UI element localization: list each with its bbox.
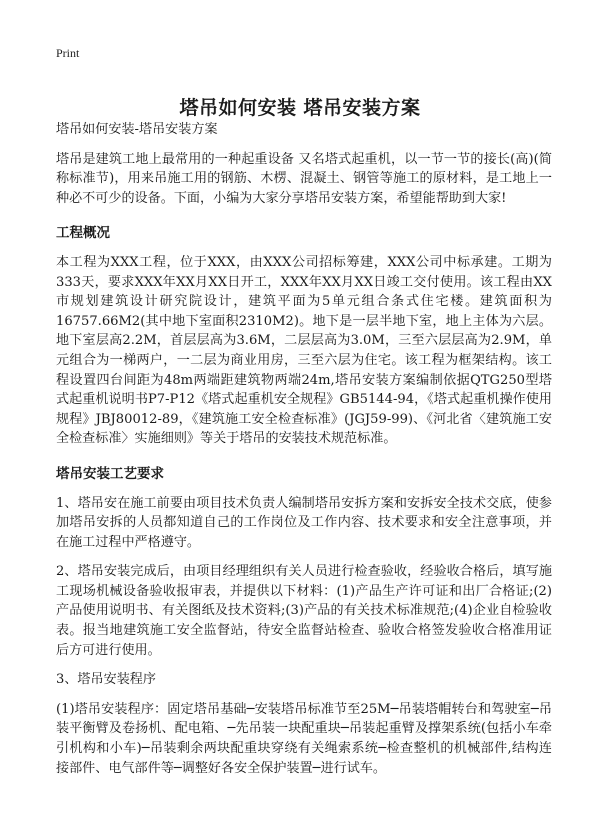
intro-paragraph: 塔吊是建筑工地上最常用的一种起重设备 又名塔式起重机，以一节一节的接长(高)(简称标准节)，用来吊施工用的钢筋、木楞、混凝土、钢管等施工的原材料，是工地上一种必不可少的设备。下面，小编为大家分享塔吊安装方案，希望能帮助到大家! [56,151,552,206]
section-heading-requirements: 塔吊安装工艺要求 [56,465,164,482]
section-heading-overview: 工程概况 [56,225,110,242]
overview-paragraph: 本工程为XXX工程，位于XXX，由XXX公司招标筹建，XXX公司中标承建。工期为333天，要求XXX年XX月XX日开工，XXX年XX月XX日竣工交付使用。该工程由XX市规划建筑设计研究院设计，建筑平面为5单元组合条式住宅楼。建筑面积为16757.66M2(其中地下室面积2310M2)。地下是一层半地下室，地上主体为六层。地下室层高2.2M，首层层高为3.6M，二层层高为3.0M，三至六层层高为2.9M，单元组合为一梯两户，一二层为商业用房，三至六层为住宅。该工程为框架结构。该工程设置四台间距为48m两端距建筑物两端24m,塔吊安装方案编制依据QTG250型塔式起重机说明书P7-P12《塔式起重机安全规程》GB5144-94，《塔式起重机操作使用规程》JBJ80012-89，《建筑施工安全检查标准》(JGJ59-99)、《河北省〈建筑施工安全检查标准〉实施细则》等关于塔吊的安装技术规范标准。 [56,254,552,447]
article-body [56,120,552,788]
page-title: 塔吊如何安装 塔吊安装方案 [179,96,421,119]
requirement-item-3: 3、塔吊安装程序 [56,672,156,688]
print-link[interactable]: Print [56,46,80,60]
installation-procedure: (1)塔吊安装程序：固定塔吊基础─安装塔吊标准节至25M─吊装塔帽转台和驾驶室─吊装平衡臂及卷扬机、配电箱、─先吊装一块配重块─吊装起重臂及撑架系统(包括小车牵引机构和小车)─吊装剩余两块配重块穿绕有关绳索系统─检查整机的机械部件,结构连接部件、电气部件等─调整好各安全保护装置─进行试车。 [56,701,552,776]
requirement-item-1: 1、塔吊安在施工前要由项目技术负责人编制塔吊安拆方案和安拆安全技术交底，使参加塔吊安拆的人员都知道自己的工作岗位及工作内容、技术要求和安全注意事项，并在施工过程中严格遵守。 [56,495,552,550]
requirement-item-2: 2、塔吊安装完成后，由项目经理组织有关人员进行检查验收，经验收合格后，填写施工现场机械设备验收报审表，并提供以下材料：(1)产品生产许可证和出厂合格证;(2)产品使用说明书、有关图纸及技术资料;(3)产品的有关技术标准规范;(4)企业自检验收表。报当地建筑施工安全监督站，待安全监督站检查、验收合格签发验收合格准用证后方可进行使用。 [56,564,552,658]
article-subtitle: 塔吊如何安装-塔吊安装方案 [56,122,218,137]
